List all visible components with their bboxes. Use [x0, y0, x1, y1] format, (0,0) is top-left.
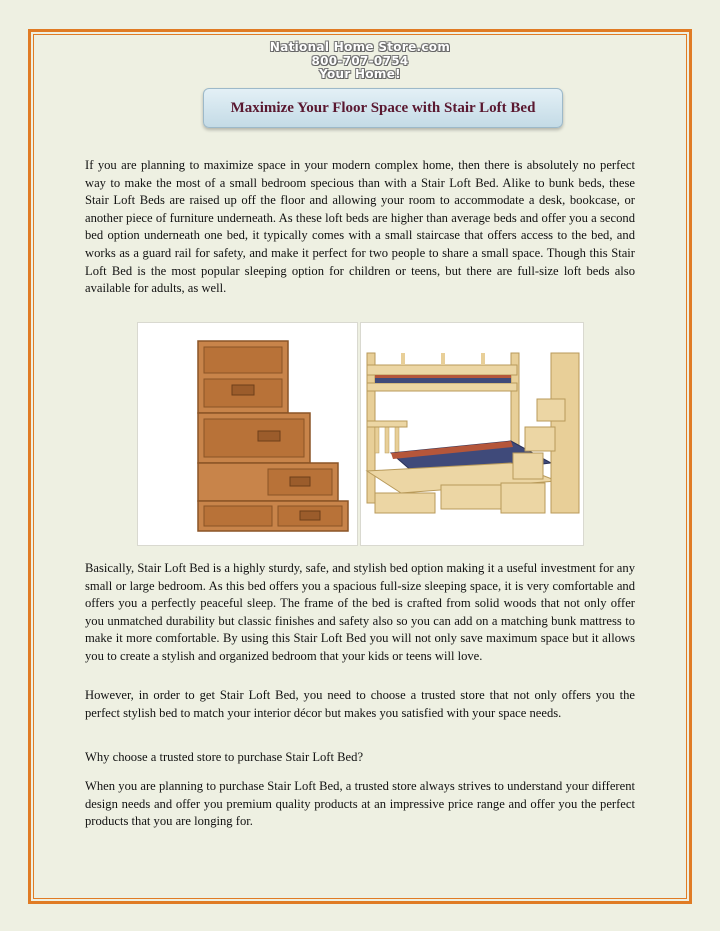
store-name[interactable]: National Home Store.com [269, 40, 451, 54]
bunk-bed-with-stairs-illustration [361, 323, 583, 545]
stair-chest-image [137, 322, 358, 546]
paragraph-intro: If you are planning to maximize space in your modern complex home, then there is absolutely no perfect way to make the most of a small bedroom specious than with a Stair Loft Bed. Alike to bunk beds, these Stair Loft Beds are raised up off the floor and allowing your room to accommodate a desk, bookcase, or another piece of furniture underneath. As these loft beds are higher than average beds and offer you a second bed option underneath one bed, it typically comes with a small staircase that offers access to the bed, and works as a guard rail for safety, and make it perfect for two people to share a small space. Though this Stair Loft Bed is the most popular sleeping option for children or teens, but there are full-size loft beds also available for adults, as well. [85, 158, 635, 296]
page-title: Maximize Your Floor Space with Stair Loft Bed [203, 88, 563, 128]
store-phone[interactable]: 800-707-0754 [311, 53, 409, 68]
store-header [0, 41, 720, 82]
store-tagline: Your Home! [319, 67, 401, 81]
bunk-bed-image [360, 322, 584, 546]
paragraph-benefits: Basically, Stair Loft Bed is a highly sturdy, safe, and stylish bed option making it a useful investment for any small or large bedroom. As this bed offers you a spacious full-size sleeping space, it is very comfortable and offers you a perfectly peaceful sleep. The frame of the bed is crafted from solid woods that not only offer you unmatched durability but classic finishes and safety also so you can add on a matching bunk mattress to make it more comfortable. By using this Stair Loft Bed you will not only save maximum space but it allows you to create a stylish and organized bedroom that your kids or teens will love. [85, 561, 635, 663]
paragraph-conclusion: When you are planning to purchase Stair Loft Bed, a trusted store always strives to understand your different design needs and offer you premium quality products at an impressive price range and offer you the perfect products that you are longing for. [85, 779, 635, 829]
paragraph-question: Why choose a trusted store to purchase Stair Loft Bed? [85, 750, 364, 764]
wooden-stair-chest-illustration [138, 323, 357, 545]
paragraph-trusted-store: However, in order to get Stair Loft Bed, you need to choose a trusted store that not only offers you the perfect stylish bed to match your interior décor but makes you satisfied with your space needs. [85, 688, 635, 720]
